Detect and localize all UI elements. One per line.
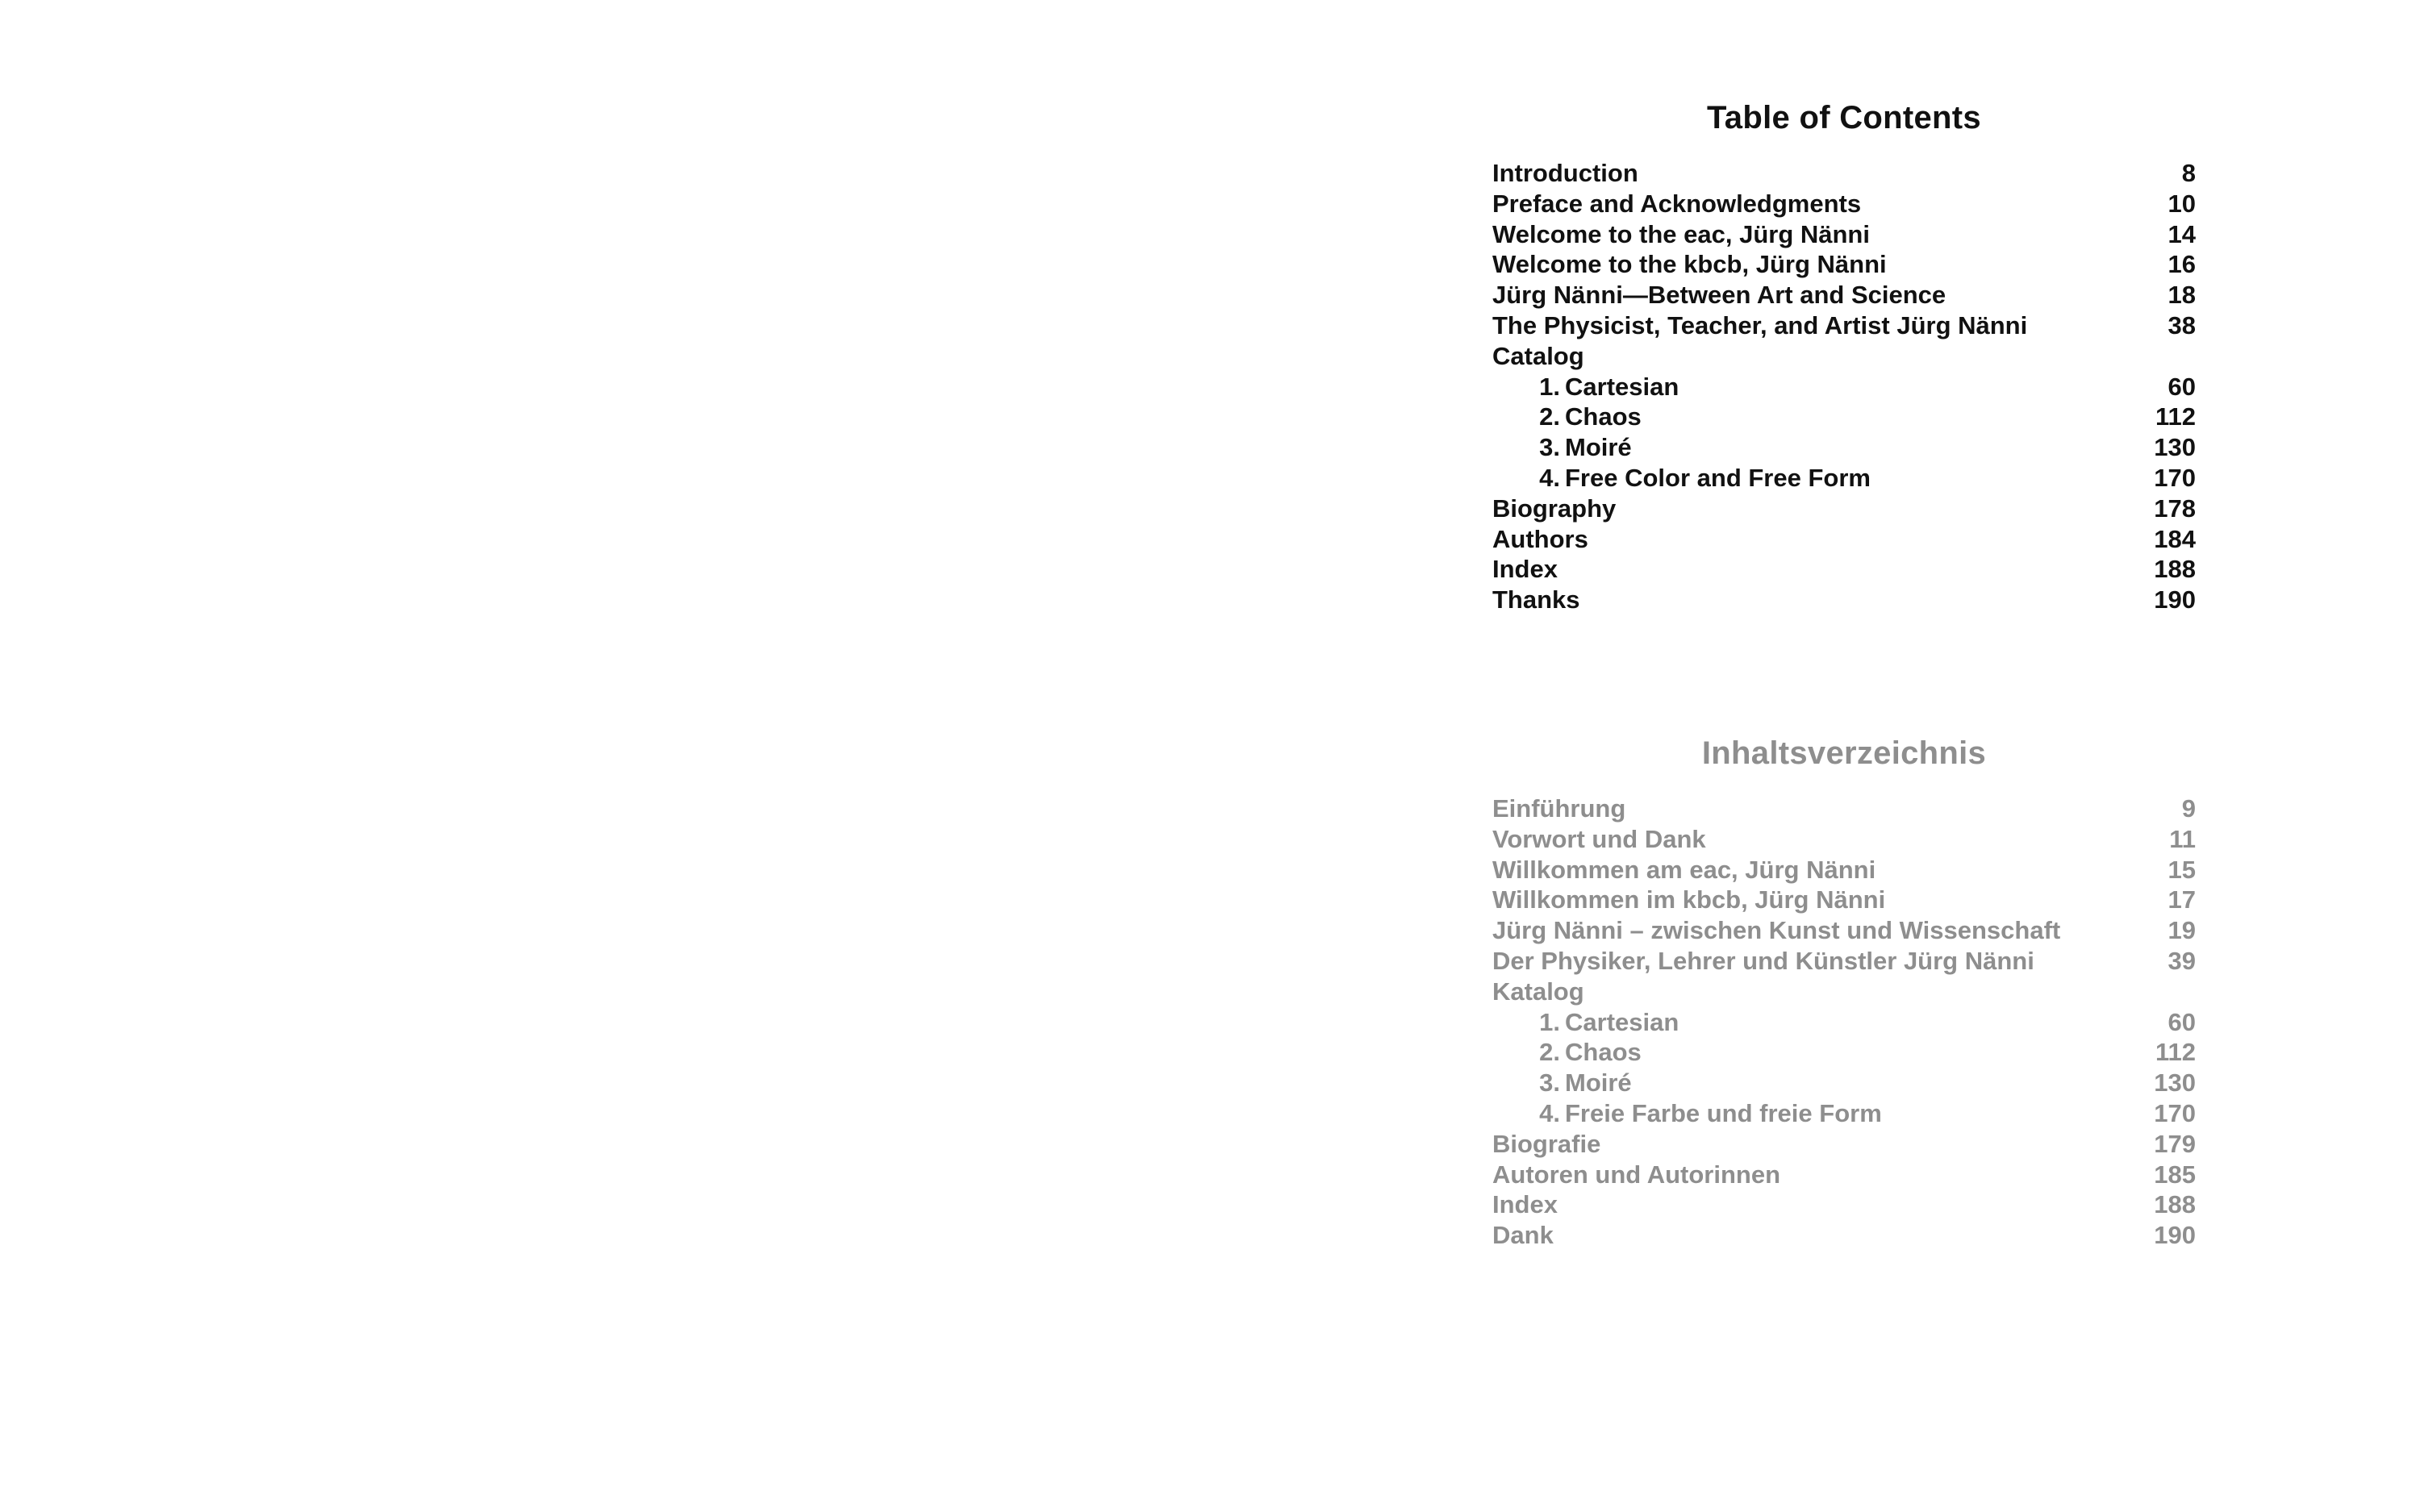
toc-entry-page: 179 xyxy=(2154,1129,2196,1158)
toc-entry-page: 190 xyxy=(2154,1221,2196,1250)
toc-entry-text: Cartesian xyxy=(1565,372,1679,401)
toc-entry-text: Freie Farbe und freie Form xyxy=(1565,1098,1882,1127)
toc-entry-number: 4. xyxy=(1539,463,1560,492)
toc-entry xyxy=(1492,554,2196,585)
toc-entry-text: Jürg Nänni—Between Art and Science xyxy=(1492,281,1946,310)
toc-entry-number: 2. xyxy=(1539,1038,1560,1067)
toc-entry-page: 130 xyxy=(2154,1068,2196,1098)
toc-entry-label xyxy=(1492,402,1642,432)
toc-entry-number: 4. xyxy=(1539,1098,1560,1127)
toc-entry-label xyxy=(1492,341,1584,372)
toc-entry-page: 130 xyxy=(2154,433,2196,462)
toc-entry xyxy=(1492,946,2196,977)
toc-entry-label xyxy=(1492,1129,1600,1160)
toc-entry-text: Thanks xyxy=(1492,585,1580,614)
toc-entry-text: Vorwort und Dank xyxy=(1492,824,1706,853)
toc-german-title: Inhaltsverzeichnis xyxy=(1701,735,1987,771)
toc-entry xyxy=(1492,432,2196,463)
toc-entry xyxy=(1492,402,2196,432)
toc-entry-label xyxy=(1492,585,1580,615)
toc-entry-page: 38 xyxy=(2168,310,2196,339)
toc-entry xyxy=(1492,1189,2196,1220)
toc-entry xyxy=(1492,915,2196,946)
toc-entry xyxy=(1492,249,2196,280)
toc-entry xyxy=(1492,585,2196,615)
toc-entry xyxy=(1492,372,2196,402)
toc-entry-text: Cartesian xyxy=(1565,1007,1679,1036)
toc-entry-page: 60 xyxy=(2168,372,2196,401)
toc-entry-text: Jürg Nänni – zwischen Kunst und Wissenschaft xyxy=(1492,916,2061,945)
toc-entry-page: 16 xyxy=(2168,250,2196,279)
toc-entry xyxy=(1492,977,2196,1007)
toc-entry-label xyxy=(1492,1189,1558,1220)
toc-entry-page: 19 xyxy=(2168,916,2196,945)
toc-entry-label xyxy=(1492,524,1588,555)
toc-entry-label xyxy=(1492,219,1870,250)
toc-entry xyxy=(1492,1037,2196,1068)
toc-entry-label xyxy=(1492,494,1616,524)
toc-entry-page: 15 xyxy=(2168,855,2196,884)
toc-german-list xyxy=(1492,793,2196,1251)
toc-entry-label xyxy=(1492,885,1885,915)
toc-english-title: Table of Contents xyxy=(1707,100,1981,135)
toc-entry-label xyxy=(1492,249,1887,280)
toc-entry-text: Moiré xyxy=(1565,433,1632,462)
toc-entry-page: 14 xyxy=(2168,219,2196,248)
toc-entry-page: 112 xyxy=(2155,402,2196,431)
toc-german xyxy=(1492,731,2196,1251)
toc-entry-page: 17 xyxy=(2168,885,2196,914)
toc-entry xyxy=(1492,1129,2196,1160)
toc-entry-page: 18 xyxy=(2168,281,2196,310)
toc-entry-text: Chaos xyxy=(1565,1038,1642,1067)
toc-entry-page: 170 xyxy=(2154,463,2196,492)
toc-entry-page: 8 xyxy=(2181,159,2196,187)
toc-entry-label xyxy=(1492,432,1632,463)
toc-entry-page: 190 xyxy=(2154,585,2196,614)
toc-entry xyxy=(1492,1220,2196,1251)
toc-entry-text: Free Color and Free Form xyxy=(1565,463,1871,492)
toc-entry-page: 185 xyxy=(2154,1160,2196,1189)
toc-entry-text: Index xyxy=(1492,1190,1558,1219)
toc-entry-number: 1. xyxy=(1539,372,1560,401)
toc-entry-page: 188 xyxy=(2154,555,2196,584)
toc-entry-text: Katalog xyxy=(1492,977,1584,1006)
toc-entry xyxy=(1492,280,2196,310)
toc-entry xyxy=(1492,189,2196,219)
toc-entry xyxy=(1492,463,2196,494)
toc-entry xyxy=(1492,1160,2196,1190)
toc-entry-page: 170 xyxy=(2154,1098,2196,1127)
toc-entry-page: 178 xyxy=(2154,494,2196,523)
toc-entry xyxy=(1492,310,2196,341)
toc-entry-number: 3. xyxy=(1539,433,1560,462)
toc-entry-text: Welcome to the kbcb, Jürg Nänni xyxy=(1492,250,1887,279)
toc-entry-text: Autoren und Autorinnen xyxy=(1492,1160,1781,1189)
toc-entry-label xyxy=(1492,372,1679,402)
toc-entry-label xyxy=(1492,855,1876,885)
right-page xyxy=(1210,0,2420,1512)
toc-entry-page: 11 xyxy=(2169,824,2196,853)
toc-entry-text: Introduction xyxy=(1492,159,1638,187)
toc-entry xyxy=(1492,1007,2196,1038)
toc-entry-page: 9 xyxy=(2181,794,2196,823)
toc-entry-label xyxy=(1492,1068,1632,1098)
toc-entry-text: Willkommen im kbcb, Jürg Nänni xyxy=(1492,885,1886,914)
toc-entry-label xyxy=(1492,158,1638,189)
toc-entry xyxy=(1492,1098,2196,1129)
toc-entry-text: Catalog xyxy=(1492,341,1584,370)
toc-entry-page: 112 xyxy=(2155,1038,2196,1067)
toc-entry xyxy=(1492,793,2196,824)
toc-entry-label xyxy=(1492,463,1871,494)
toc-entry-label xyxy=(1492,793,1625,824)
toc-entry-page: 188 xyxy=(2154,1190,2196,1219)
toc-entry-text: Biography xyxy=(1492,494,1617,523)
toc-entry-text: Index xyxy=(1492,555,1558,584)
toc-entry xyxy=(1492,158,2196,189)
toc-entry-text: The Physicist, Teacher, and Artist Jürg Nänni xyxy=(1492,310,2028,339)
toc-entry-label xyxy=(1492,280,1946,310)
toc-entry-label xyxy=(1492,977,1584,1007)
toc-entry-text: Dank xyxy=(1492,1221,1554,1250)
toc-entry xyxy=(1492,341,2196,372)
toc-entry-label xyxy=(1492,554,1558,585)
toc-entry-label xyxy=(1492,946,2034,977)
toc-english-list xyxy=(1492,158,2196,615)
toc-entry-number: 3. xyxy=(1539,1068,1560,1098)
toc-entry-page: 184 xyxy=(2154,524,2196,553)
toc-entry-text: Biografie xyxy=(1492,1129,1601,1158)
toc-entry-label xyxy=(1492,189,1861,219)
toc-entry-label xyxy=(1492,310,2027,341)
toc-entry xyxy=(1492,824,2196,855)
toc-entry-label xyxy=(1492,1098,1882,1129)
toc-entry-label xyxy=(1492,1220,1554,1251)
toc-entry xyxy=(1492,494,2196,524)
toc-entry-text: Moiré xyxy=(1565,1068,1632,1098)
toc-entry-page: 39 xyxy=(2168,946,2196,975)
toc-entry-label xyxy=(1492,1160,1780,1190)
toc-english xyxy=(1492,95,2196,615)
toc-entry xyxy=(1492,219,2196,250)
toc-entry xyxy=(1492,855,2196,885)
toc-entry-label xyxy=(1492,915,2060,946)
toc-entry-text: Der Physiker, Lehrer und Künstler Jürg Nänni xyxy=(1492,946,2034,975)
toc-entry-number: 2. xyxy=(1539,402,1560,431)
toc-entry xyxy=(1492,885,2196,915)
toc-entry-label xyxy=(1492,824,1706,855)
toc-entry-text: Preface and Acknowledgments xyxy=(1492,189,1862,218)
toc-entry-text: Einführung xyxy=(1492,794,1626,823)
toc-entry xyxy=(1492,524,2196,555)
toc-entry-label xyxy=(1492,1037,1642,1068)
toc-entry-text: Chaos xyxy=(1565,402,1642,431)
toc-entry-page: 60 xyxy=(2168,1007,2196,1036)
toc-entry-text: Willkommen am eac, Jürg Nänni xyxy=(1492,855,1876,884)
toc-entry-number: 1. xyxy=(1539,1007,1560,1036)
toc-entry-page: 10 xyxy=(2168,189,2196,218)
toc-entry-text: Welcome to the eac, Jürg Nänni xyxy=(1492,219,1870,248)
toc-entry-label xyxy=(1492,1007,1679,1038)
toc-entry xyxy=(1492,1068,2196,1098)
toc-entry-text: Authors xyxy=(1492,524,1588,553)
